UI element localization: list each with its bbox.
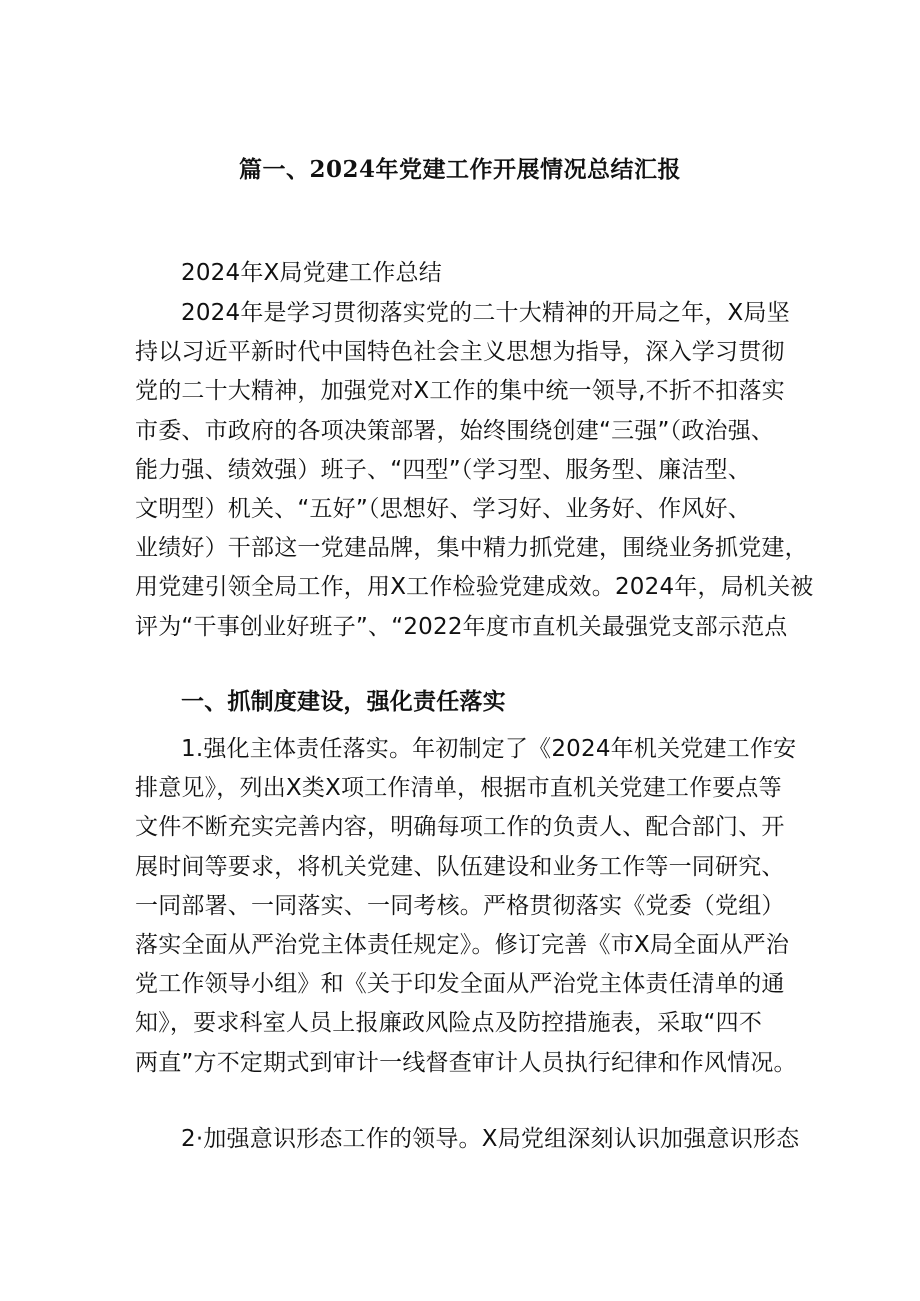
paragraph-line: 市委、市政府的各项决策部署，始终围绕创建“三强”（政治强、 — [135, 417, 775, 444]
paragraph-line: 能力强、绩效强）班子、“四型”（学习型、服务型、廉洁型、 — [135, 456, 751, 483]
section-heading: 一、抓制度建设，强化责任落实 — [181, 689, 506, 715]
paragraph-line: 两直”方不定期式到审计一线督查审计人员执行纪律和作风情况。 — [135, 1049, 797, 1076]
paragraph-line: 持以习近平新时代中国特色社会主义思想为指导，深入学习贯彻 — [135, 339, 785, 366]
document-subtitle: 2024年X局党建工作总结 — [181, 260, 442, 286]
paragraph-line: 知》，要求科室人员上报廉政风险点及防控措施表，采取“四不 — [135, 1010, 763, 1037]
paragraph-line: 党的二十大精神，加强党对X工作的集中统一领导,不折不扣落实 — [135, 378, 785, 405]
paragraph-line: 2024年是学习贯彻落实党的二十大精神的开局之年，X局坚 — [181, 300, 790, 326]
paragraph-line: 1.强化主体责任落实。年初制定了《2024年机关党建工作安 — [181, 736, 797, 762]
paragraph-line: 文明型）机关、“五好”（思想好、学习好、业务好、作风好、 — [135, 496, 751, 523]
paragraph-ideology: 2·加强意识形态工作的领导。X局党组深刻认识加强意识形态 — [181, 1126, 800, 1152]
paragraph-line: 业绩好）干部这一党建品牌，集中精力抓党建，围绕业务抓党建， — [135, 535, 808, 562]
paragraph-line: 排意见》，列出X类X项工作清单，根据市直机关党建工作要点等 — [135, 775, 782, 802]
paragraph-line: 落实全面从严治党主体责任规定》。修订完善《市X局全面从严治 — [135, 932, 790, 959]
paragraph-line: 党工作领导小组》和《关于印发全面从严治党主体责任清单的通 — [135, 971, 785, 998]
document-title: 篇一、2024年党建工作开展情况总结汇报 — [238, 156, 681, 183]
paragraph-line: 用党建引领全局工作，用X工作检验党建成效。2024年，局机关被 — [135, 574, 814, 601]
paragraph-intro — [135, 294, 814, 647]
paragraph-line: 一同部署、一同落实、一同考核。严格贯彻落实《党委（党组） — [135, 892, 785, 919]
paragraph-responsibility — [135, 730, 795, 1083]
paragraph-line: 文件不断充实完善内容，明确每项工作的负责人、配合部门、开 — [135, 814, 785, 841]
paragraph-line: 展时间等要求，将机关党建、队伍建设和业务工作等一同研究、 — [135, 853, 785, 880]
paragraph-line: 评为“干事创业好班子”、“2022年度市直机关最强党支部示范点 — [135, 613, 788, 640]
